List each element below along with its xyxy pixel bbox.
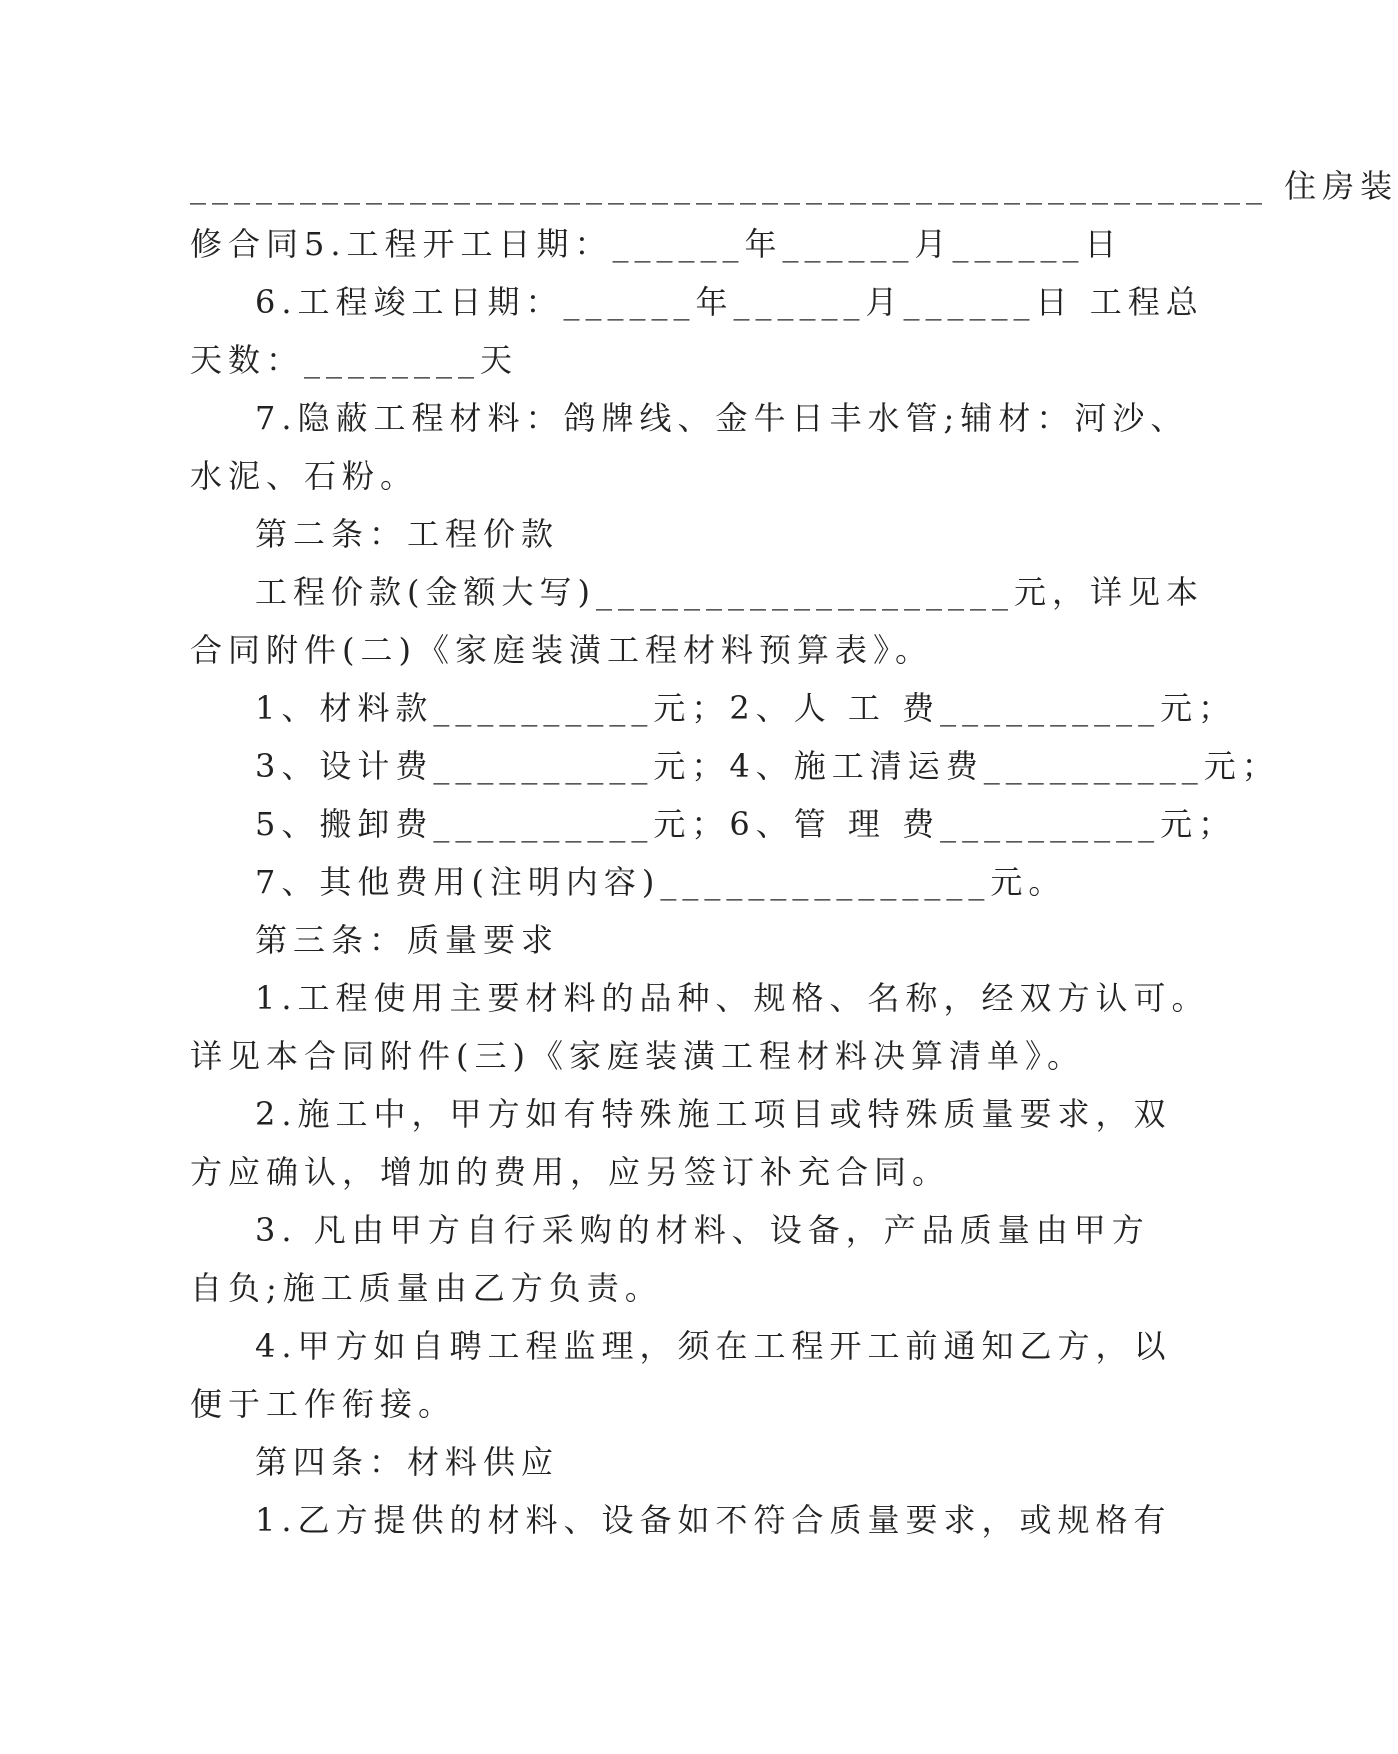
text-line: 1.工程使用主要材料的品种、规格、名称，经双方认可。 [255, 979, 1210, 1017]
text-line: 合同附件(二)《家庭装潢工程材料预算表》。 [190, 631, 933, 669]
text-line: 修合同5.工程开工日期：______年______月______日 [190, 225, 1123, 263]
text-line: 水泥、石粉。 [190, 457, 419, 495]
text-line: 方应确认，增加的费用，应另签订补充合同。 [190, 1153, 951, 1191]
section-heading: 第三条：质量要求 [255, 921, 560, 959]
text-line: 6.工程竣工日期：______年______月______日 工程总 [255, 283, 1204, 321]
text-line: 4.甲方如自聘工程监理，须在工程开工前通知乙方，以 [255, 1327, 1172, 1365]
text-line: 天数：________天 [190, 341, 519, 379]
text-line: 3、设计费__________元；4、施工清运费__________元； [255, 747, 1280, 785]
text-line: 2.施工中，甲方如有特殊施工项目或特殊质量要求，双 [255, 1095, 1172, 1133]
text-line: 3. 凡由甲方自行采购的材料、设备，产品质量由甲方 [255, 1211, 1150, 1249]
text-line: 7、其他费用(注明内容)_______________元。 [255, 863, 1067, 901]
text-line: 详见本合同附件(三)《家庭装潢工程材料决算清单》。 [190, 1037, 1085, 1075]
text-line: 自负;施工质量由乙方负责。 [190, 1269, 663, 1307]
text-line: 1.乙方提供的材料、设备如不符合质量要求，或规格有 [255, 1501, 1172, 1539]
text-line: 1、材料款__________元；2、人 工 费__________元； [255, 689, 1237, 727]
text-line: 5、搬卸费__________元；6、管 理 费__________元； [255, 805, 1237, 843]
section-heading: 第四条：材料供应 [255, 1443, 560, 1481]
text-line: 7.隐蔽工程材料：鸽牌线、金牛日丰水管;辅材：河沙、 [255, 399, 1189, 437]
section-heading: 第二条：工程价款 [255, 515, 560, 553]
text-line: 便于工作衔接。 [190, 1385, 457, 1423]
text-line: _________________________________________________ 住房装 [190, 167, 1398, 205]
text-line: 工程价款(金额大写)___________________元，详见本 [255, 573, 1204, 611]
